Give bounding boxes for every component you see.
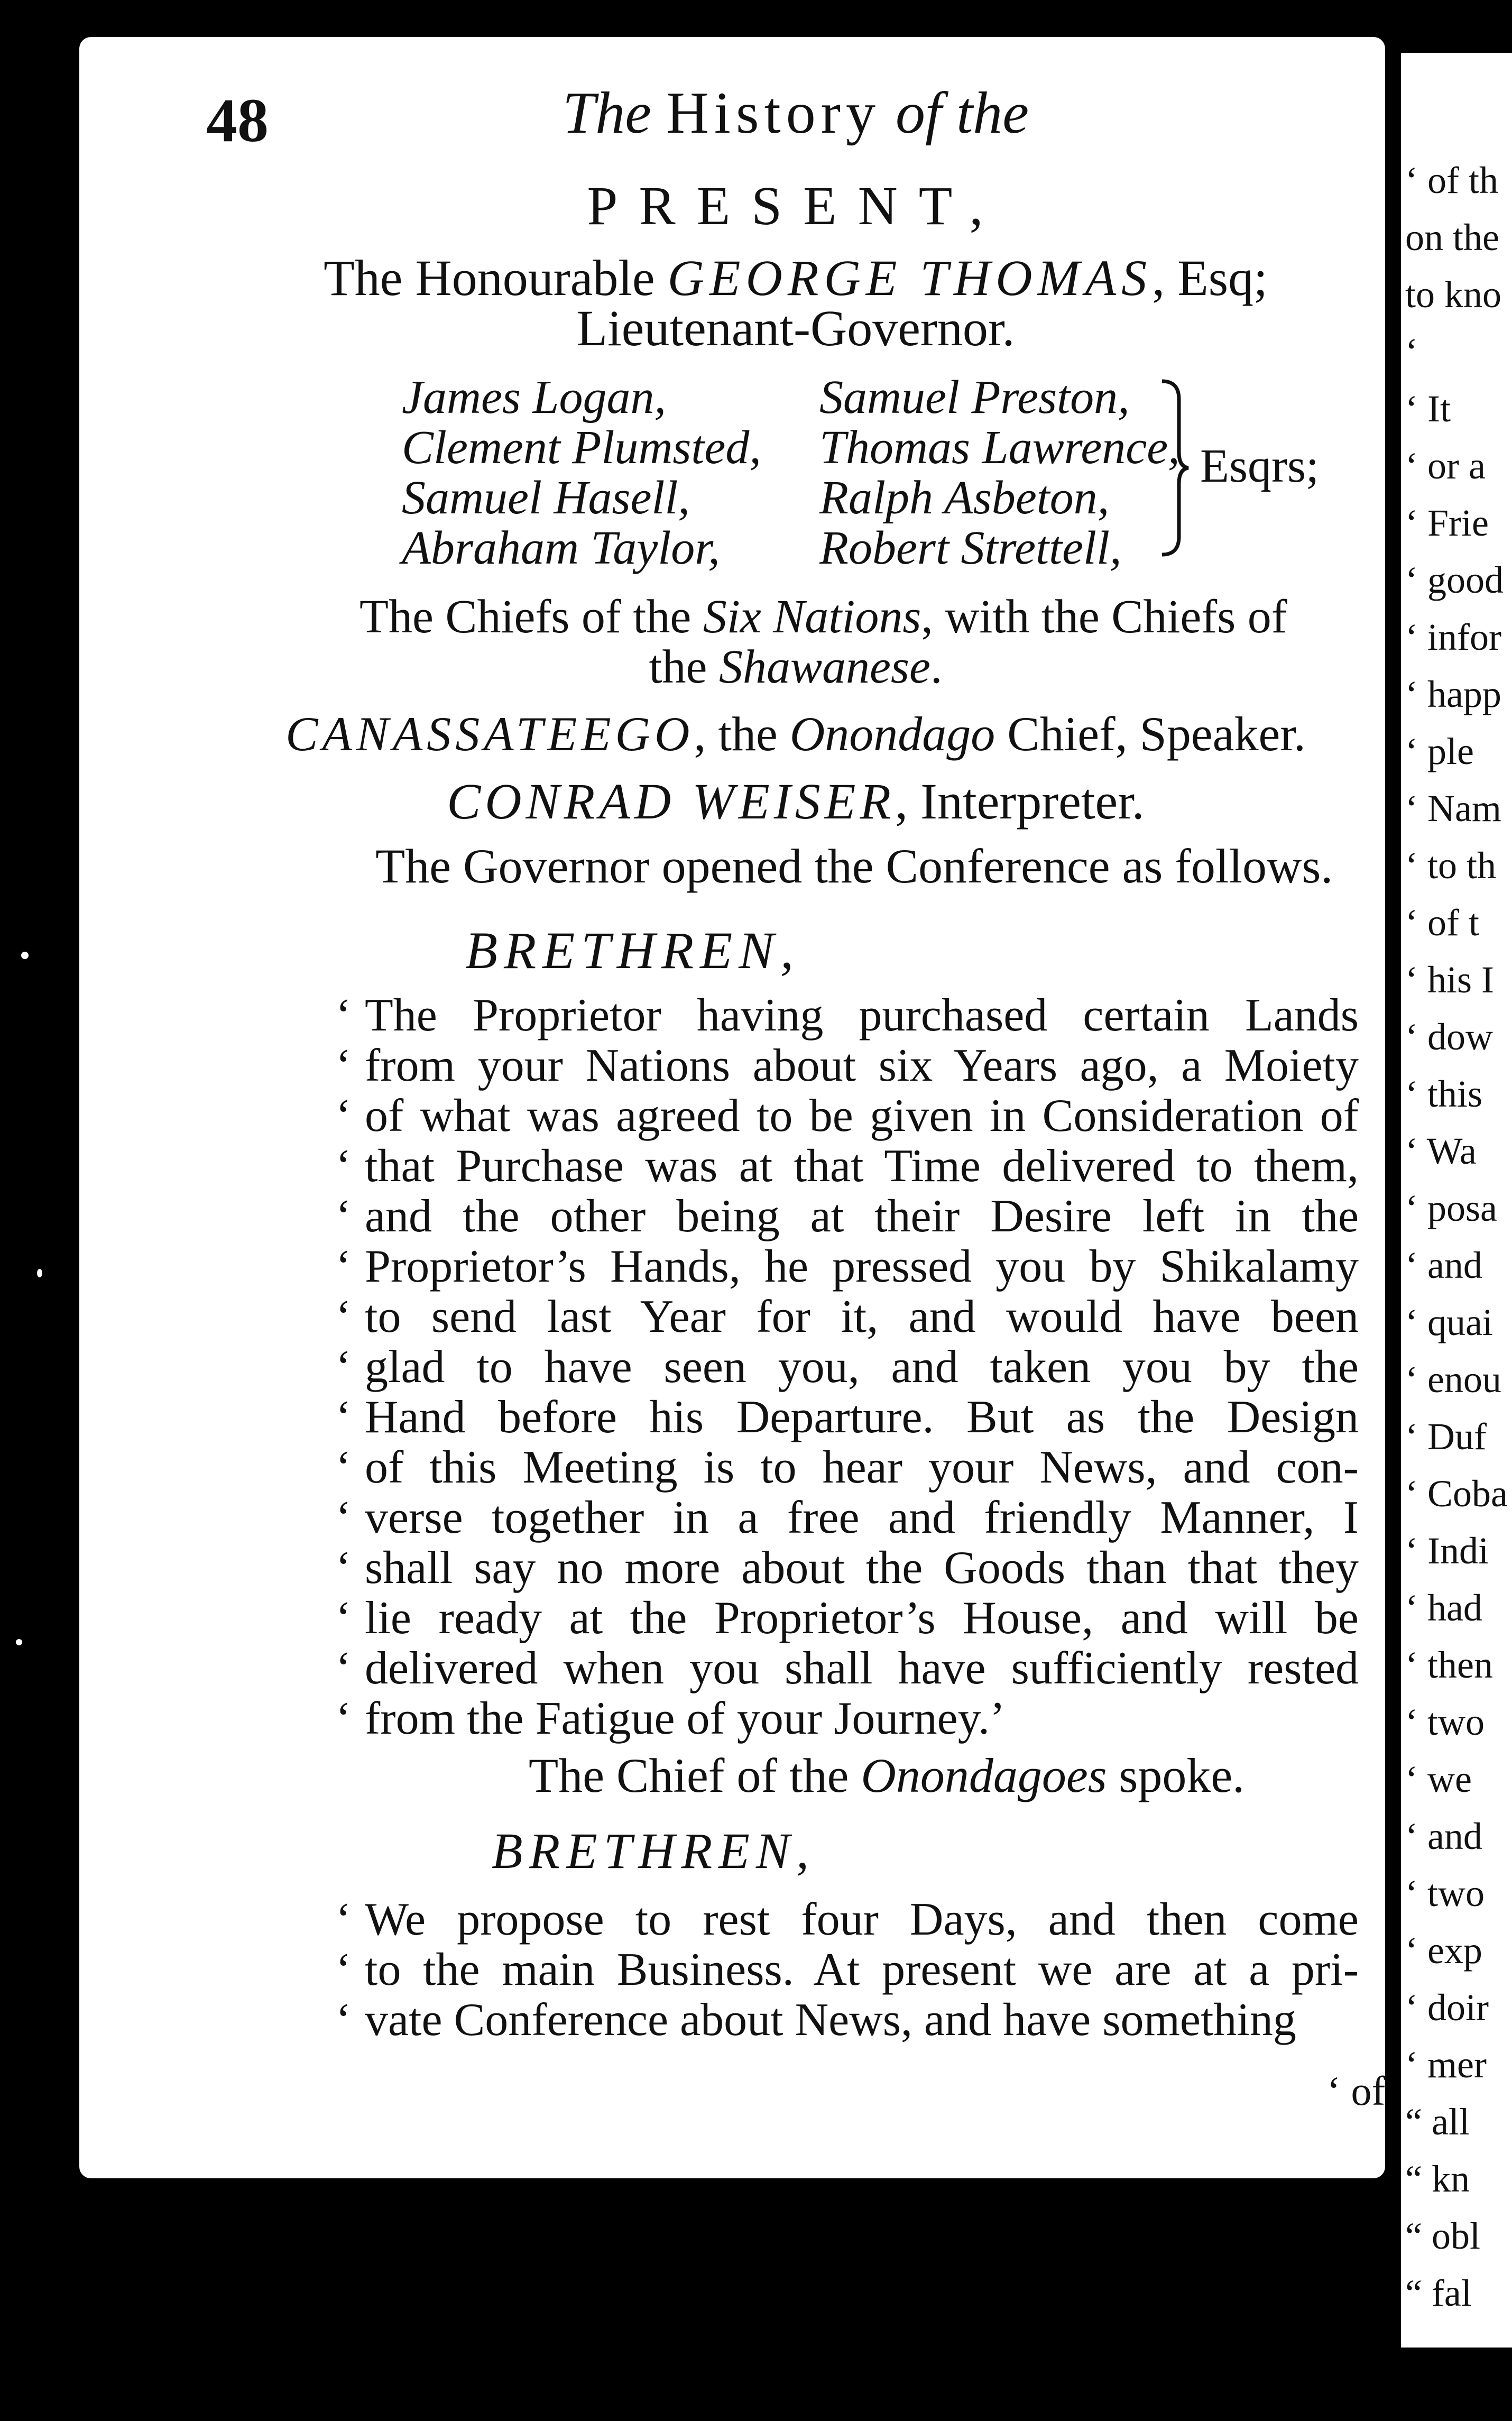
quote-mark: ‘ bbox=[336, 1140, 352, 1192]
speech-text: glad to have seen you, and taken you by the bbox=[365, 1341, 1359, 1393]
speech-line bbox=[336, 1692, 1359, 1744]
council-left-4: Abraham Taylor, bbox=[402, 522, 720, 574]
spine-speck bbox=[37, 1269, 42, 1277]
chiefs-line1-b: Six Nations bbox=[703, 591, 921, 643]
present-heading: PRESENT, bbox=[587, 176, 1004, 236]
interpreter-line bbox=[79, 772, 1512, 831]
facing-page-line: ‘ of t bbox=[1405, 901, 1479, 944]
facing-page-line: ‘ ple bbox=[1405, 730, 1474, 772]
quote-mark: ‘ bbox=[336, 1592, 352, 1644]
facing-page-line: ‘ It bbox=[1405, 388, 1451, 430]
chief-spoke-line bbox=[529, 1747, 1244, 1803]
salutation-2: BRETHREN, bbox=[492, 1822, 815, 1879]
speech-line bbox=[336, 1240, 1359, 1292]
speech-text: We propose to rest four Days, and then come bbox=[365, 1894, 1359, 1945]
governor-prefix: The Honourable bbox=[324, 250, 668, 306]
facing-page-line: ‘ or a bbox=[1405, 445, 1486, 487]
quote-mark: ‘ bbox=[336, 1492, 352, 1543]
chiefs-line2-a: the bbox=[649, 641, 719, 693]
salutation-1: BRETHREN, bbox=[465, 921, 800, 980]
chief-spoke-c: spoke. bbox=[1107, 1748, 1245, 1802]
quote-mark: ‘ bbox=[336, 1392, 352, 1443]
speech-line bbox=[336, 1190, 1359, 1242]
council-suffix: Esqrs; bbox=[1200, 440, 1319, 492]
speaker-end: Chief, Speaker. bbox=[995, 707, 1306, 761]
council-left-1: James Logan, bbox=[402, 371, 666, 424]
facing-page-line: ‘ bbox=[1405, 330, 1418, 373]
speech-text: to send last Year for it, and would have been bbox=[365, 1291, 1359, 1342]
quote-mark: ‘ bbox=[336, 1442, 352, 1493]
facing-page-line: ‘ his I bbox=[1405, 959, 1494, 1001]
speech-line bbox=[336, 989, 1359, 1041]
speech-line bbox=[336, 1441, 1359, 1493]
chiefs-line1-c: , with the Chiefs of bbox=[921, 591, 1287, 643]
quote-mark: ‘ bbox=[336, 1040, 352, 1091]
quote-mark: ‘ bbox=[336, 1994, 352, 2046]
opening-line: The Governor opened the Conference as follows. bbox=[375, 839, 1333, 893]
facing-page-line: ‘ Indi bbox=[1405, 1530, 1489, 1572]
facing-page-line: “ fal bbox=[1405, 2272, 1472, 2314]
quote-mark: ‘ bbox=[336, 1191, 352, 1242]
speech-text: vate Conference about News, and have something bbox=[365, 1994, 1296, 2046]
facing-page-line: ‘ we bbox=[1405, 1758, 1472, 1800]
speech-text: lie ready at the Proprietor’s House, and will be bbox=[365, 1592, 1359, 1644]
quote-mark: ‘ bbox=[336, 1643, 352, 1694]
speaker-name: CANASSATEEGO bbox=[285, 707, 694, 761]
facing-page-line: ‘ dow bbox=[1405, 1016, 1493, 1058]
quote-mark: ‘ bbox=[336, 1090, 352, 1142]
speech-line bbox=[336, 1491, 1359, 1543]
council-left-3: Samuel Hasell, bbox=[402, 472, 690, 524]
speech-line bbox=[336, 1541, 1359, 1594]
facing-page-line: “ obl bbox=[1405, 2215, 1480, 2257]
chiefs-line-2 bbox=[79, 640, 1512, 694]
governor-speech bbox=[336, 989, 1359, 1744]
facing-page-line: “ all bbox=[1405, 2101, 1470, 2143]
facing-page-line: ‘ Duf bbox=[1405, 1415, 1487, 1458]
speech-line bbox=[336, 1591, 1359, 1644]
chief-spoke-a: The Chief of the bbox=[529, 1748, 861, 1802]
speech-text: Hand before his Departure. But as the Design bbox=[365, 1392, 1359, 1443]
speech-text: of this Meeting is to hear your News, and con- bbox=[365, 1442, 1359, 1493]
speech-line bbox=[336, 1893, 1359, 1945]
council-right-2: Thomas Lawrence, bbox=[819, 421, 1180, 474]
facing-page-line: ‘ this bbox=[1405, 1073, 1483, 1115]
facing-page-line: ‘ enou bbox=[1405, 1358, 1501, 1401]
speech-text: of what was agreed to be given in Consideration of bbox=[365, 1090, 1359, 1142]
facing-page-line: ‘ infor bbox=[1405, 616, 1501, 658]
page-gutter bbox=[1385, 0, 1401, 2421]
facing-page-line: ‘ Nam bbox=[1405, 787, 1501, 830]
facing-page-line: ‘ of th bbox=[1405, 159, 1498, 201]
quote-mark: ‘ bbox=[336, 1291, 352, 1342]
speech-text: from your Nations about six Years ago, a Moiety bbox=[365, 1040, 1359, 1091]
speech-text: delivered when you shall have sufficiently rested bbox=[365, 1643, 1359, 1694]
speech-text: and the other being at their Desire left in the bbox=[365, 1191, 1359, 1242]
chiefs-line1-a: The Chiefs of the bbox=[359, 591, 703, 643]
speech-text: shall say no more about the Goods than that they bbox=[365, 1542, 1359, 1594]
page-number: 48 bbox=[206, 86, 269, 155]
running-head-part1: The bbox=[563, 80, 667, 146]
council-left-2: Clement Plumsted, bbox=[402, 421, 761, 474]
speech-text: verse together in a free and friendly Manner, I bbox=[365, 1492, 1359, 1543]
interpreter-name: CONRAD WEISER bbox=[447, 773, 896, 830]
speech-line bbox=[336, 1391, 1359, 1443]
speech-text: The Proprietor having purchased certain Lands bbox=[365, 990, 1359, 1041]
running-head-part2: History bbox=[666, 80, 881, 146]
facing-page-line: ‘ then bbox=[1405, 1644, 1493, 1686]
speech-line bbox=[336, 1340, 1359, 1393]
chiefs-line2-c: . bbox=[930, 641, 943, 693]
quote-mark: ‘ bbox=[336, 1542, 352, 1594]
facing-page-line: to kno bbox=[1405, 273, 1502, 316]
chiefs-line-1 bbox=[359, 590, 1287, 644]
chiefs-line2-b: Shawanese bbox=[719, 641, 930, 693]
speaker-mid: , the bbox=[694, 707, 790, 761]
facing-page-line: ‘ Frie bbox=[1405, 502, 1489, 544]
chief-spoke-b: Onondagoes bbox=[861, 1748, 1107, 1802]
facing-page-line: ‘ Wa bbox=[1405, 1130, 1477, 1172]
facing-page-line: ‘ good bbox=[1405, 559, 1504, 601]
facing-page-line: ‘ to th bbox=[1405, 844, 1496, 887]
running-head bbox=[0, 79, 1512, 148]
page-spine-edge bbox=[0, 0, 79, 2421]
speech-text: that Purchase was at that Time delivered to them, bbox=[365, 1140, 1359, 1192]
speech-line bbox=[336, 1290, 1359, 1342]
speaker-place: Onondago bbox=[789, 707, 995, 761]
spine-speck bbox=[21, 952, 29, 959]
speech-text: Proprietor’s Hands, he pressed you by Shikalamy bbox=[365, 1241, 1359, 1292]
facing-page-line: “ kn bbox=[1405, 2158, 1470, 2200]
facing-page-line: ‘ mer bbox=[1405, 2043, 1487, 2086]
speech-text: from the Fatigue of your Journey.’ bbox=[365, 1693, 1006, 1744]
facing-page-line: ‘ Coba bbox=[1405, 1472, 1508, 1515]
council-right-3: Ralph Asbeton, bbox=[819, 472, 1110, 524]
quote-mark: ‘ bbox=[336, 990, 352, 1041]
facing-page-line: ‘ and bbox=[1405, 1244, 1482, 1286]
facing-page-line: ‘ quai bbox=[1405, 1301, 1493, 1343]
speaker-line bbox=[79, 706, 1512, 762]
governor-suffix: , Esq; bbox=[1152, 250, 1268, 306]
governor-name: GEORGE THOMAS bbox=[667, 250, 1153, 306]
quote-mark: ‘ bbox=[336, 1894, 352, 1945]
speech-line bbox=[336, 1943, 1359, 1995]
facing-page-line: on the bbox=[1405, 216, 1499, 259]
facing-page-line: ‘ doir bbox=[1405, 1986, 1489, 2029]
council-right-4: Robert Strettell, bbox=[819, 522, 1122, 574]
quote-mark: ‘ bbox=[336, 1241, 352, 1292]
quote-mark: ‘ bbox=[336, 1944, 352, 1995]
chief-speech bbox=[336, 1893, 1359, 2046]
spine-speck bbox=[16, 1639, 22, 1645]
speech-line bbox=[336, 1642, 1359, 1694]
facing-page-fragment bbox=[1401, 53, 1512, 2348]
quote-mark: ‘ bbox=[336, 1341, 352, 1393]
speech-line bbox=[336, 1993, 1359, 2046]
speech-line bbox=[336, 1039, 1359, 1091]
facing-page-line: ‘ two bbox=[1405, 1701, 1485, 1743]
facing-page-line: ‘ exp bbox=[1405, 1929, 1482, 1972]
facing-page-line: ‘ posa bbox=[1405, 1187, 1497, 1229]
facing-page-line: ‘ had bbox=[1405, 1587, 1482, 1629]
governor-title: Lieutenant-Governor. bbox=[576, 300, 1015, 356]
speech-line bbox=[336, 1089, 1359, 1142]
interpreter-end: , Interpreter. bbox=[895, 773, 1145, 830]
speech-line bbox=[336, 1139, 1359, 1192]
quote-mark: ‘ bbox=[336, 1693, 352, 1744]
facing-page-line: ‘ two bbox=[1405, 1872, 1485, 1914]
running-head-part3: of the bbox=[881, 80, 1029, 146]
curly-brace-icon bbox=[1158, 378, 1190, 558]
facing-page-line: ‘ and bbox=[1405, 1815, 1482, 1857]
facing-page-line: ‘ happ bbox=[1405, 673, 1501, 715]
catchword: ‘ of bbox=[1327, 2068, 1386, 2114]
speech-text: to the main Business. At present we are at a pri- bbox=[365, 1944, 1359, 1995]
council-right-1: Samuel Preston, bbox=[819, 371, 1130, 424]
